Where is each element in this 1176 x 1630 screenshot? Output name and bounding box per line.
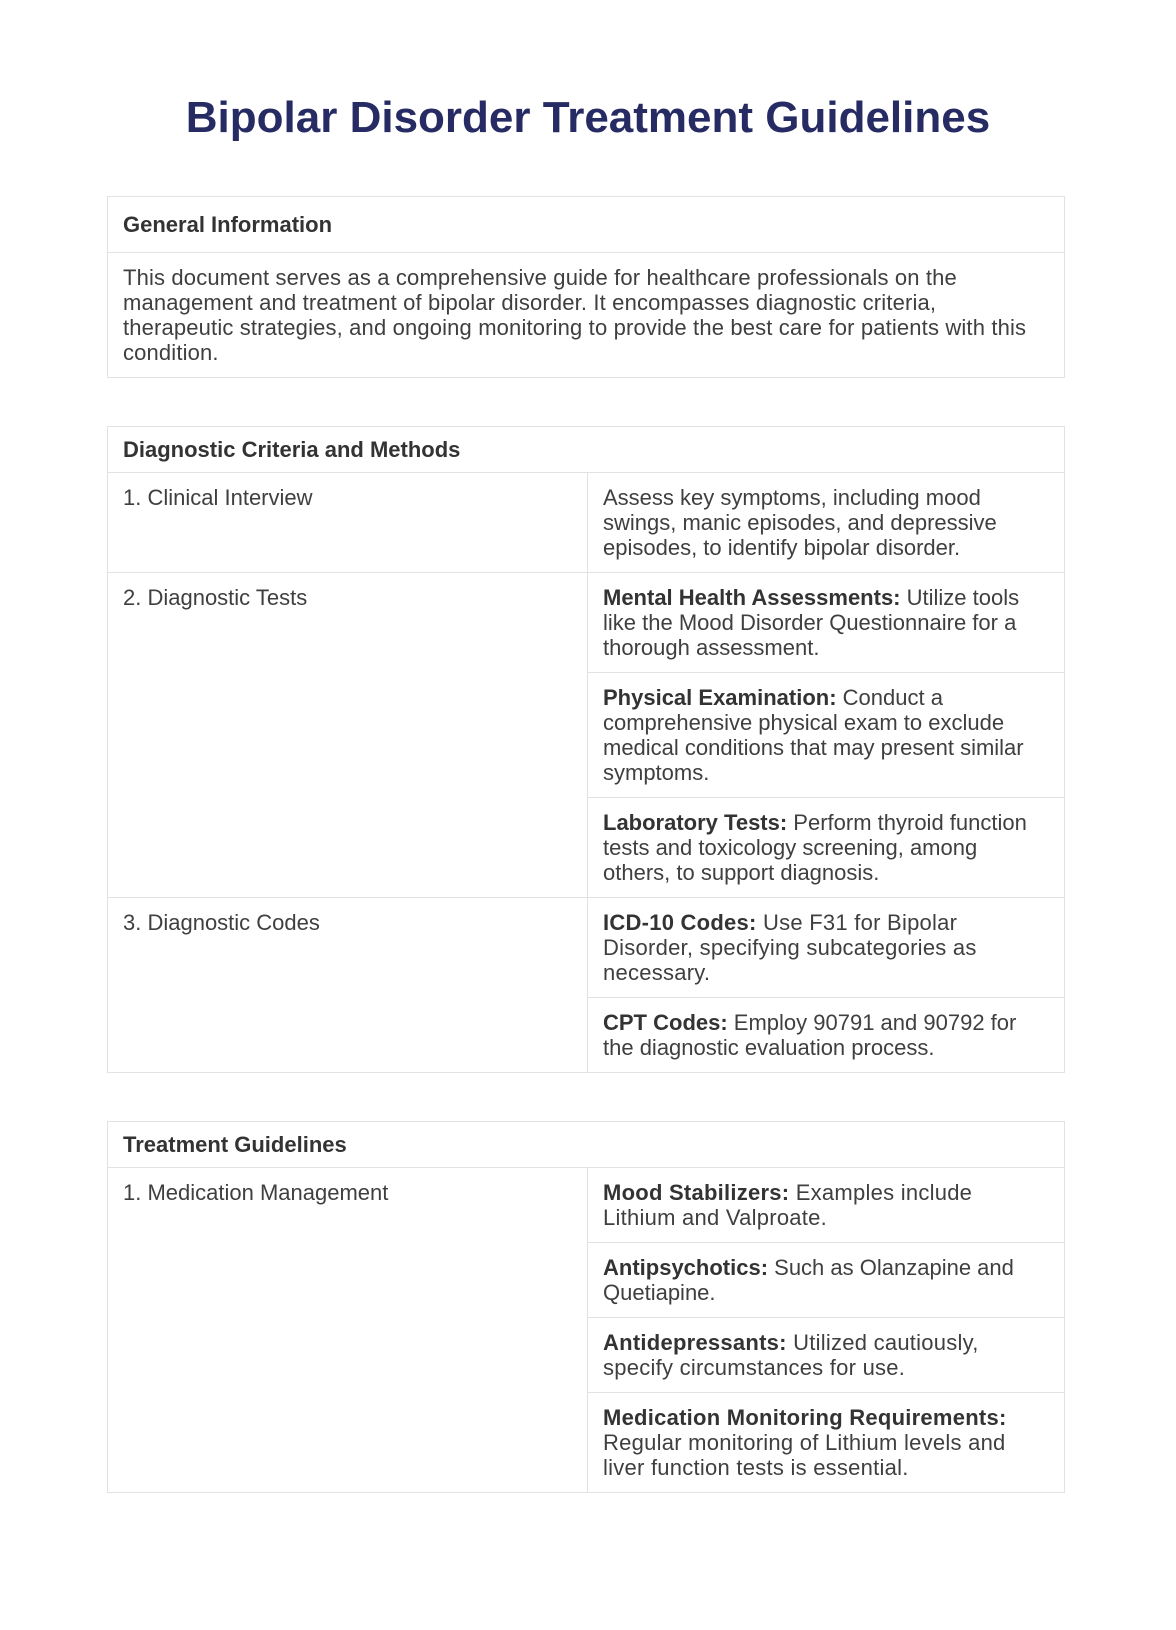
detail-term: Laboratory Tests: bbox=[603, 810, 788, 835]
detail-cell-cpt-codes bbox=[588, 997, 1064, 1072]
detail-term: Medication Monitoring Requirements: bbox=[603, 1405, 1007, 1430]
detail-term: Mental Health Assessments: bbox=[603, 585, 901, 610]
detail-term: Antipsychotics: bbox=[603, 1255, 769, 1280]
detail-cell-mental-health bbox=[588, 573, 1064, 672]
detail-text: Utilize tools like the Mood Disorder Questionnaire for a thorough assessment. bbox=[603, 585, 1020, 660]
detail-text: Use F31 for Bipolar Disorder, specifying subcategories as necessary. bbox=[603, 910, 977, 985]
row-label: 1. Medication Management bbox=[108, 1168, 588, 1492]
detail-text: Assess key symptoms, including mood swings, manic episodes, and depressive episodes, to identify bipolar disorder. bbox=[603, 485, 997, 560]
table-row-medication-management bbox=[108, 1168, 1064, 1492]
detail-cell-mood-stabilizers bbox=[588, 1168, 1064, 1242]
detail-text: Conduct a comprehensive physical exam to exclude medical conditions that may present similar symptoms. bbox=[603, 685, 1024, 785]
detail-term: CPT Codes: bbox=[603, 1010, 728, 1035]
row-details bbox=[588, 473, 1064, 572]
detail-term: ICD-10 Codes: bbox=[603, 910, 757, 935]
detail-cell-icd10-codes bbox=[588, 898, 1064, 997]
table-row-clinical-interview bbox=[108, 473, 1064, 572]
detail-cell bbox=[588, 473, 1064, 572]
detail-term: Mood Stabilizers: bbox=[603, 1180, 790, 1205]
detail-cell-medication-monitoring bbox=[588, 1392, 1064, 1492]
detail-text: Examples include Lithium and Valproate. bbox=[603, 1180, 973, 1230]
detail-text: Such as Olanzapine and Quetiapine. bbox=[603, 1255, 1014, 1305]
detail-text: Perform thyroid function tests and toxicology screening, among others, to support diagnosis. bbox=[603, 810, 1027, 885]
detail-term: Physical Examination: bbox=[603, 685, 837, 710]
detail-cell-physical-examination bbox=[588, 672, 1064, 797]
detail-cell-antidepressants bbox=[588, 1317, 1064, 1392]
detail-text: Employ 90791 and 90792 for the diagnostic evaluation process. bbox=[603, 1010, 1017, 1060]
detail-text: Utilized cautiously, specify circumstances for use. bbox=[603, 1330, 979, 1380]
section-treatment-guidelines bbox=[107, 1121, 1065, 1493]
table-row-diagnostic-codes bbox=[108, 897, 1064, 1072]
diagnostic-criteria-heading: Diagnostic Criteria and Methods bbox=[108, 427, 1064, 473]
table-row-diagnostic-tests bbox=[108, 572, 1064, 897]
row-label: 1. Clinical Interview bbox=[108, 473, 588, 572]
section-general-information bbox=[107, 196, 1065, 378]
row-details bbox=[588, 898, 1064, 1072]
row-label: 3. Diagnostic Codes bbox=[108, 898, 588, 1072]
detail-text: Regular monitoring of Lithium levels and liver function tests is essential. bbox=[603, 1430, 1006, 1480]
section-diagnostic-criteria bbox=[107, 426, 1065, 1073]
detail-cell-antipsychotics bbox=[588, 1242, 1064, 1317]
treatment-guidelines-heading: Treatment Guidelines bbox=[108, 1122, 1064, 1168]
general-information-heading: General Information bbox=[108, 197, 1064, 253]
page-title: Bipolar Disorder Treatment Guidelines bbox=[185, 93, 991, 142]
general-information-body: This document serves as a comprehensive guide for healthcare professionals on the management and treatment of bipolar disorder. It encompasses diagnostic criteria, therapeutic strategies, and ongoing monitoring to provide the best care for patients with this condition. bbox=[123, 265, 1027, 365]
row-details bbox=[588, 1168, 1064, 1492]
row-details bbox=[588, 573, 1064, 897]
detail-cell-laboratory-tests bbox=[588, 797, 1064, 897]
detail-term: Antidepressants: bbox=[603, 1330, 787, 1355]
row-label: 2. Diagnostic Tests bbox=[108, 573, 588, 897]
